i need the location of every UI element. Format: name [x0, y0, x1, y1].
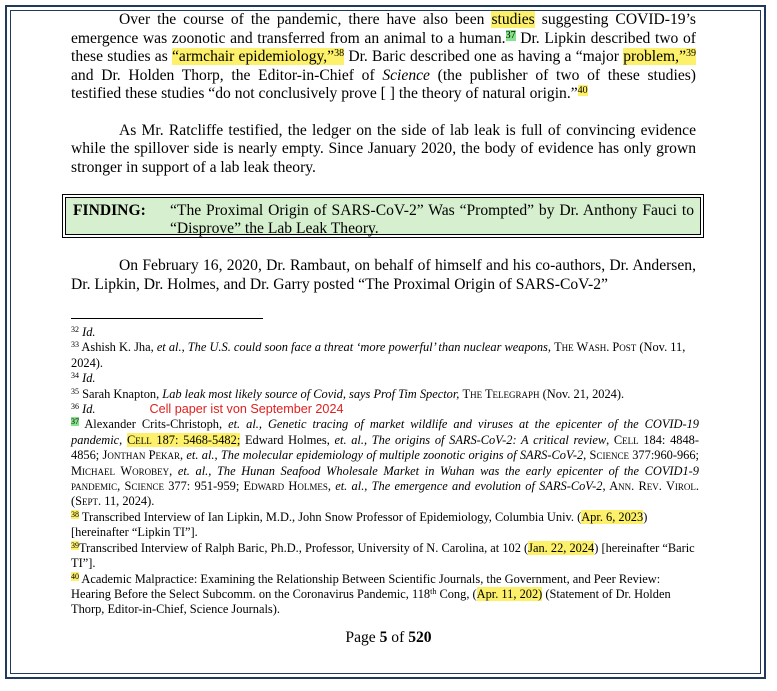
highlight-date: Apr. 11, 202) — [476, 586, 543, 601]
body-text — [71, 11, 696, 177]
journal-name: Science — [382, 66, 430, 84]
paragraph-zoonotic-studies — [71, 11, 696, 104]
footnote-text: Id. — [82, 325, 96, 339]
footnote-text: Academic Malpractice: Examining the Relationship Between Scientific Journals, the Government, and Peer Review: Hearing Before the Select Subcomm. on the Coronavirus Pandemic, 118 — [71, 571, 661, 601]
publication-name: The Telegraph — [462, 386, 540, 401]
problem-quote: problem,” — [623, 48, 686, 65]
footnote-text: ) [hereinafter “Baric TI”]. — [71, 540, 695, 571]
footnote-text: Alexander Crits-Christoph, — [84, 417, 229, 432]
paragraph-proximal-origin: On February 16, 2020, Dr. Rambaut, on behalf of himself and his co-authors, Dr. Andersen, Dr. Lipkin, Dr. Holmes, and Dr. Garry posted “The Proximal Origin of SARS-CoV-2” — [71, 257, 696, 293]
footnote-text: (Nov. 21, 2024). — [539, 386, 625, 401]
footnote-title: et. al., The origins of SARS-CoV-2: A critical review — [334, 432, 607, 447]
footnote-title: Lab leak most likely source of Covid, says Prof Tim Spector, — [162, 386, 460, 401]
page-prefix: Page — [345, 629, 380, 646]
footnote-text: , Cell 184: 4848-4856; Jonthan Pekar, — [71, 432, 699, 463]
paragraph-ratcliffe: As Mr. Ratcliffe testified, the ledger on the side of lab leak is full of convincing evidence while the spillover side is nearly empty. Since January 2020, the body of evidence has only grown stronger in support of a lab leak theory. — [71, 121, 696, 176]
footnote-text: Ashish K. Jha, — [81, 340, 157, 355]
finding-text: “The Proximal Origin of SARS-CoV-2” Was “Prompted” by Dr. Anthony Fauci to “Disprove” the Lab Leak Theory. — [170, 202, 694, 237]
footnote-separator — [71, 318, 263, 319]
body-text-2 — [71, 257, 696, 294]
footnote-title: et. al., The emergence and evolution of SARS-CoV-2 — [335, 479, 603, 494]
total-pages: 520 — [408, 629, 432, 646]
current-page: 5 — [379, 629, 388, 646]
footnote-number: 39 — [71, 540, 79, 550]
text-run: (the publisher of two of these studies) testified these studies “do not conclusively prove [ ] the theory of natural origin.” — [71, 66, 696, 102]
footnote-number: 34 — [71, 371, 79, 381]
footnote-40 — [71, 572, 699, 618]
highlight-studies: studies — [491, 11, 535, 28]
footnote-text: Id. — [82, 402, 96, 417]
footnote-title: et. al., The molecular epidemiology of multiple zoonotic origins of SARS-CoV-2 — [186, 448, 584, 463]
footnote-text: Cong, ( — [436, 586, 477, 601]
footnote-text: , Ann. Rev. Virol. (Sept. 11, 2024). — [71, 479, 699, 509]
footnote-number: 35 — [71, 386, 79, 396]
footnote-number: 40 — [71, 571, 79, 581]
footnotes — [71, 325, 699, 618]
text-run: and Dr. Holden Thorp, the Editor-in-Chief of — [71, 66, 383, 84]
footnote-text: Sarah Knapton, — [82, 386, 163, 401]
footnote-text: Id. — [82, 371, 96, 386]
footnote-title: et. al., The Hunan Seafood Wholesale Market in Wuhan was the early epicenter of the COVID1-9 — [177, 463, 699, 478]
footnote-39 — [71, 541, 699, 572]
footnote-text: Transcribed Interview of Ian Lipkin, M.D., John Snow Professor of Epidemiology, Columbia Univ. ( — [79, 509, 582, 524]
highlight-cell-citation: Cell 187: 5468-5482; — [126, 432, 241, 447]
publication-name: The Wash. Post — [554, 340, 637, 355]
footnote-text: , Science 377:960-966; Michael Worobey, — [71, 448, 700, 478]
finding-inner — [65, 197, 701, 235]
footnote-text: (Statement of Dr. Holden Thorp, Editor-in-Chief, Science Journals). — [71, 586, 671, 617]
footnote-number: 38 — [71, 509, 79, 519]
footnote-title: et al., The U.S. could soon face a threat ‘more powerful’ than nuclear weapons — [156, 340, 548, 355]
footnote-text: Transcribed Interview of Ralph Baric, Ph.D., Professor, University of N. Carolina, at 102 ( — [79, 540, 529, 555]
finding-label: FINDING: — [73, 202, 146, 219]
footnote-37 — [71, 417, 699, 509]
footnote-text: pandemic, Science 377: 951-959; Edward Holmes, — [71, 479, 336, 494]
highlight-problem — [623, 48, 696, 65]
finding-box — [62, 194, 704, 238]
footnote-text: , — [547, 340, 555, 355]
footnote-33 — [71, 340, 699, 371]
footnote-35 — [71, 387, 699, 402]
text-run: suggesting COVID-19’s emergence was zoonotic and transferred from an animal to a human. — [71, 11, 696, 47]
red-annotation: Cell paper ist von September 2024 — [149, 402, 344, 417]
footnote-ref-38[interactable]: 38 — [334, 48, 345, 59]
text-run: Over the course of the pandemic, there have also been — [119, 11, 492, 28]
footnote-ref-40[interactable]: 40 — [577, 85, 588, 96]
footnote-ref-39[interactable]: 39 — [686, 48, 696, 59]
footnote-number: 36 — [71, 402, 79, 412]
text-run: Dr. Baric described one as having a “major — [344, 48, 624, 65]
footnote-34 — [71, 371, 699, 386]
footnote-text: , — [119, 432, 127, 447]
page-number — [0, 629, 777, 647]
footnote-32 — [71, 325, 699, 340]
highlight-armchair — [172, 48, 344, 65]
footnote-number: 32 — [71, 325, 79, 334]
text-run: Dr. Lipkin described two of these studies as — [71, 29, 696, 65]
footnote-36 — [71, 402, 699, 417]
footnote-number: 37 — [71, 417, 79, 427]
armchair-quote: “armchair epidemiology,” — [172, 48, 335, 65]
footnote-ref-37[interactable]: 37 — [505, 29, 516, 41]
footnote-title: et. al., Genetic tracing of market wildlife and viruses at the epicenter of the COVID-19 pandemic — [71, 417, 700, 447]
page-of: of — [387, 629, 409, 646]
footnote-number: 33 — [71, 340, 79, 350]
highlight-date: Jan. 22, 2024 — [528, 540, 595, 555]
footnote-38 — [71, 510, 699, 541]
footnote-text: Edward Holmes, — [240, 432, 335, 447]
ordinal-suffix: th — [430, 586, 437, 596]
footnote-text: (Nov. 11, 2024). — [71, 340, 686, 370]
highlight-date: Apr. 6, 2023 — [581, 509, 644, 524]
footnote-text: ) [hereinafter “Lipkin TI”]. — [71, 509, 648, 540]
